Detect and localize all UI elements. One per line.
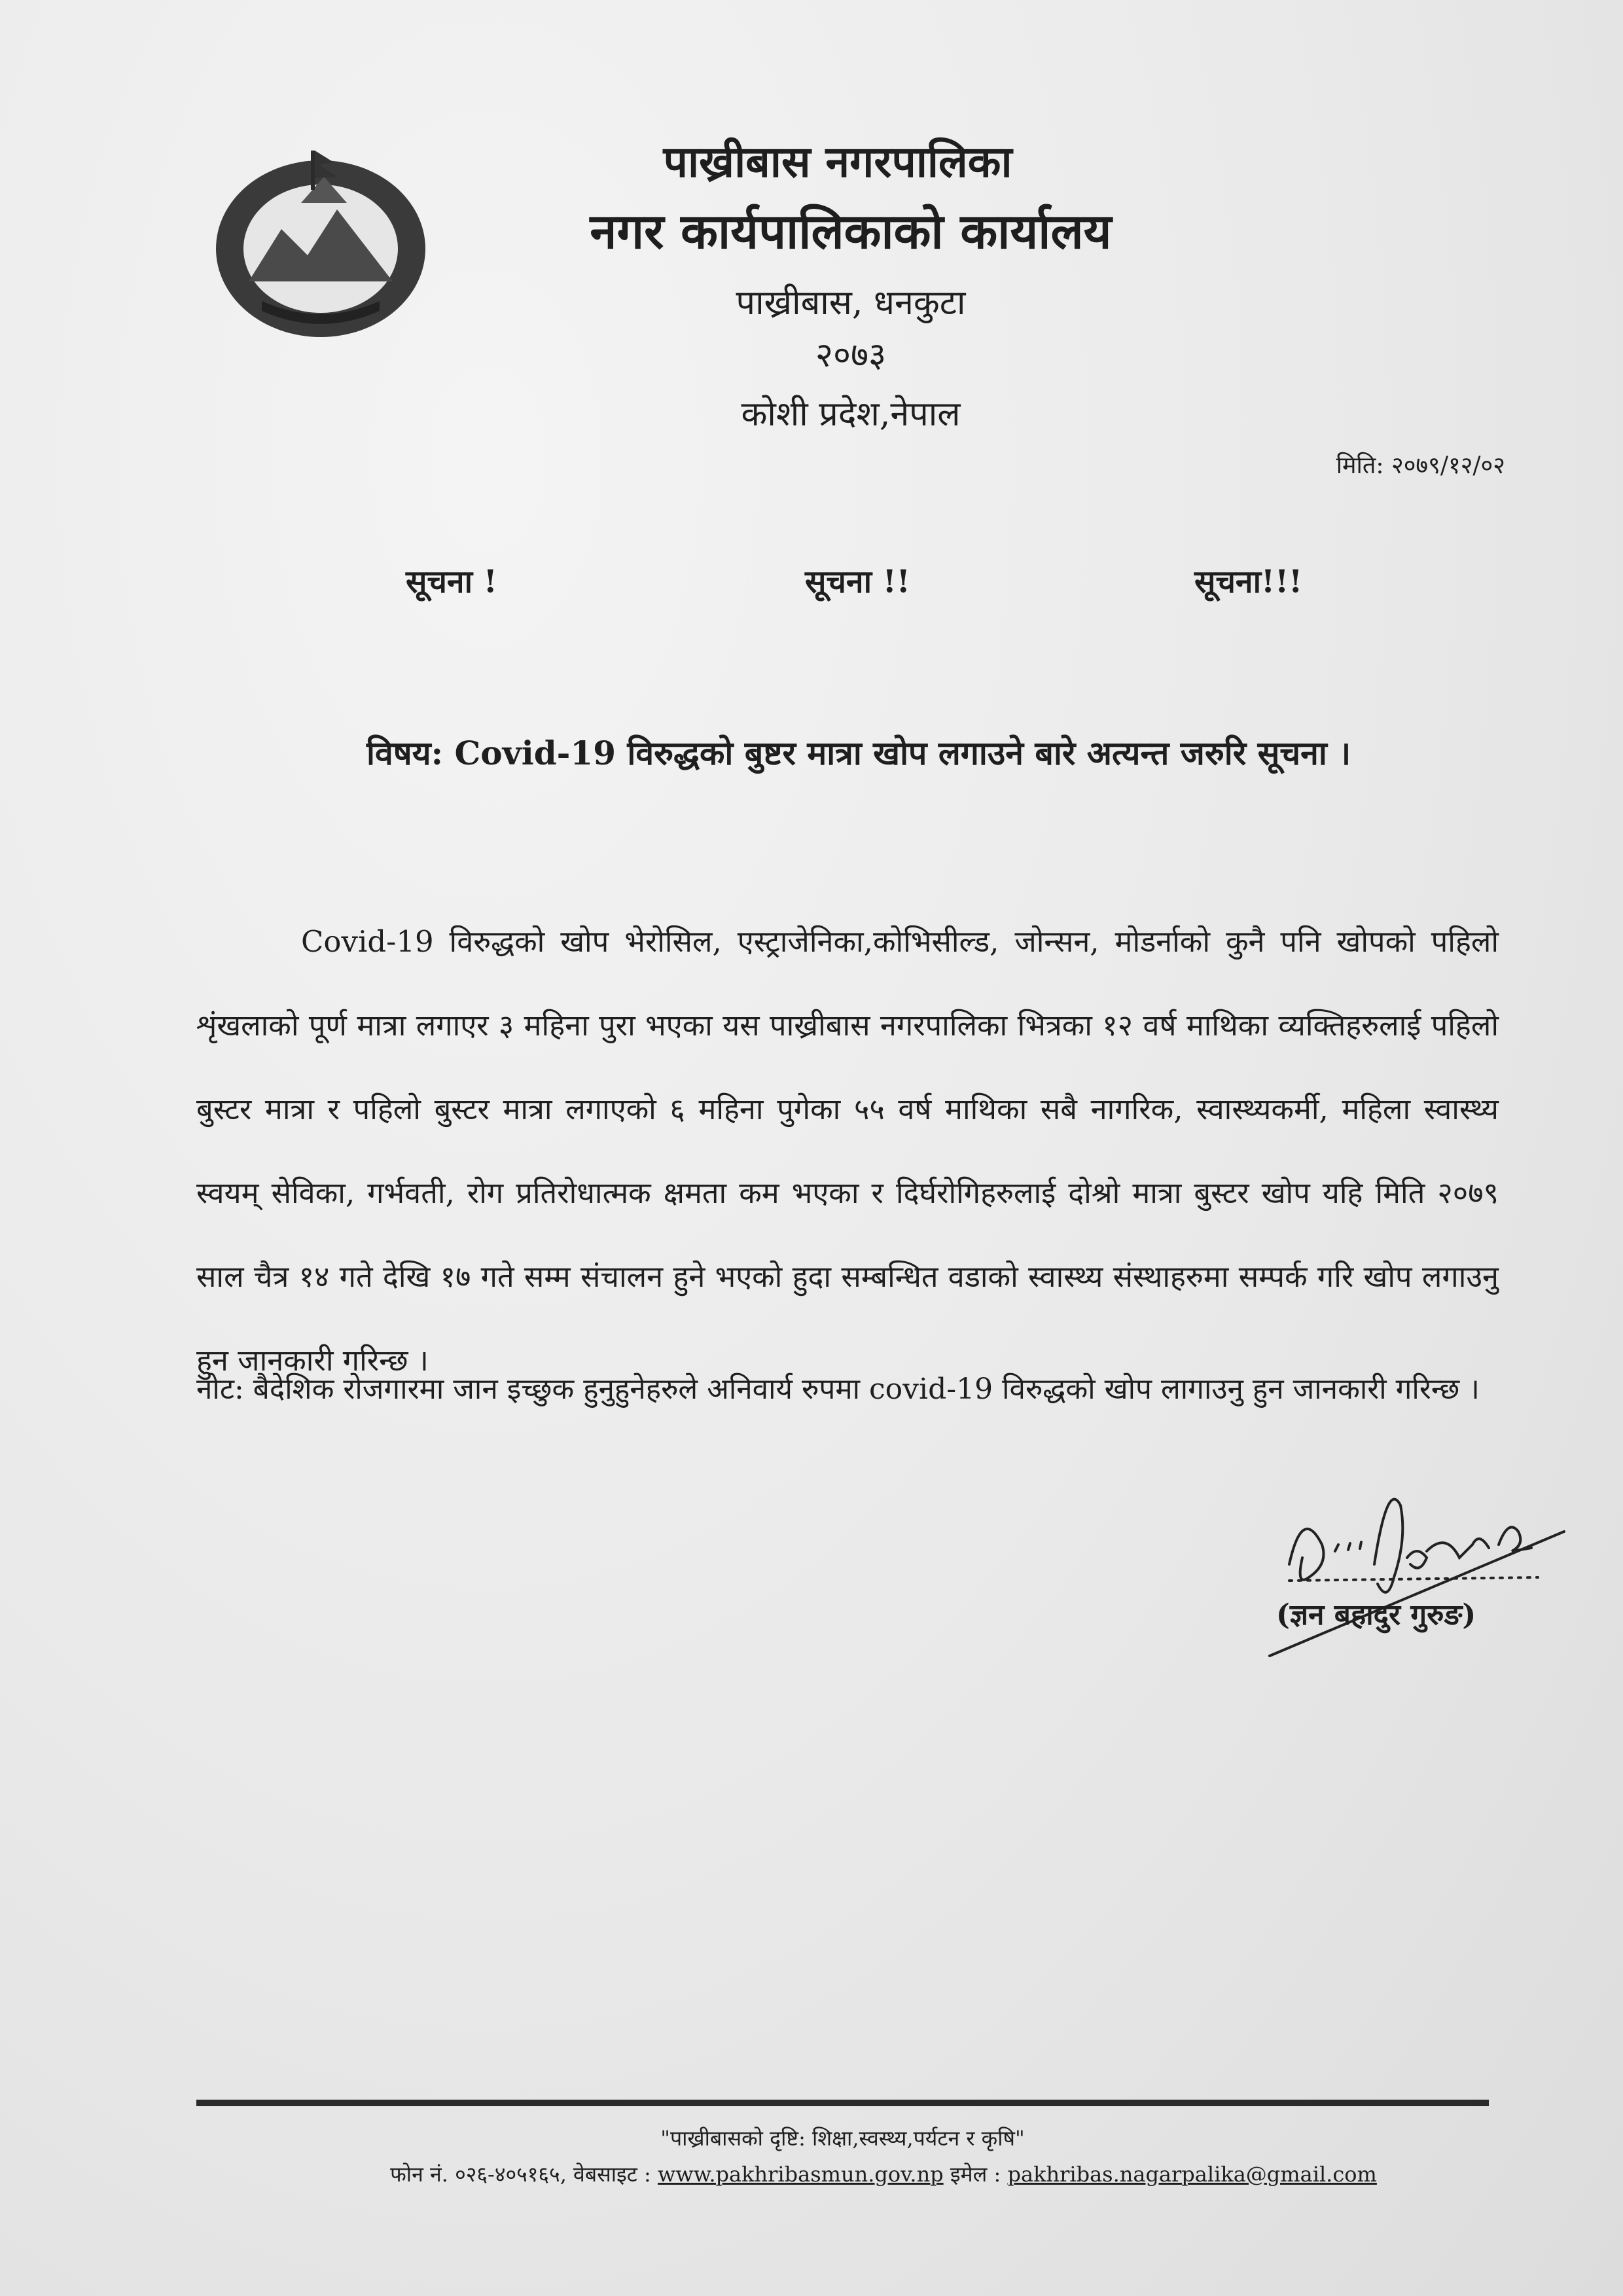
office-name: पाख्रीबास नगरपालिका	[663, 136, 1012, 187]
footer-motto: "पाख्रीबासको दृष्टि: शिक्षा,स्वस्थ्य,पर्यटन र कृषि"	[660, 2126, 1025, 2151]
signer-name: (ज्ञन बहादुर गुरुङ)	[1276, 1598, 1476, 1632]
note-text: नोट: बैदेशिक रोजगारमा जान इच्छुक हुनुहुनेहरुले अनिवार्य रुपमा covid-19 विरुद्धको खोप लागाउनु हुन जानकारी गरिन्छ ।	[196, 1372, 1480, 1406]
email-label: इमेल :	[943, 2162, 1008, 2187]
letter-date: मिति: २०७९/१२/०२	[1336, 452, 1505, 479]
notice-heading-2: सूचना !!	[805, 564, 910, 600]
handwritten-signature	[1263, 1466, 1571, 1676]
office-title: नगर कार्यपालिकाको कार्यालय	[590, 204, 1112, 260]
address-line-province: कोशी प्रदेश,नेपाल	[741, 395, 961, 434]
subject-line: विषय: Covid-19 विरुद्धको बुष्टर मात्रा खोप लगाउने बारे अत्यन्त जरुरि सूचना ।	[366, 734, 1351, 772]
website-link[interactable]: www.pakhribasmun.gov.np	[658, 2162, 944, 2187]
footer-divider	[196, 2100, 1489, 2106]
address-line-municipality: पाख्रीबास, धनकुटा	[736, 283, 966, 323]
email-link[interactable]: pakhribas.nagarpalika@gmail.com	[1007, 2162, 1377, 2187]
body-paragraph: Covid-19 विरुद्धको खोप भेरोसिल, एस्ट्राजेनिका,कोभिसील्ड, जोन्सन, मोडर्नाको कुनै पनि खोपको पहिलो शृंखलाको पूर्ण मात्रा लगाएर ३ महिना पुरा भएका यस पाख्रीबास नगरपालिका भित्रका १२ वर्ष माथिका व्यक्तिहरुलाई पहिलो बुस्टर मात्रा र पहिलो बुस्टर मात्रा लगाएको ६ महिना पुगेका ५५ वर्ष माथिका सबै नागरिक, स्वास्थ्यकर्मी, महिला स्वास्थ्य स्वयम् सेविका, गर्भवती, रोग प्रतिरोधात्मक क्षमता कम भएका र दिर्घरोगिहरुलाई दोश्रो मात्रा बुस्टर खोप यहि मिति २०७९ साल चैत्र १४ गते देखि १७ गते सम्म संचालन हुने भएको हुदा सम्बन्धित वडाको स्वास्थ्य संस्थाहरुमा सम्पर्क गरि खोप लगाउनु हुन जानकारी गरिन्छ ।	[196, 924, 1499, 1378]
footer-contact	[327, 2160, 1440, 2188]
government-emblem-icon	[203, 131, 438, 347]
notice-heading-1: सूचना !	[406, 564, 497, 600]
notice-heading-3: सूचना!!!	[1194, 564, 1303, 600]
phone-label: फोन नं. ०२६-४०५१६५, वेबसाइट :	[390, 2162, 658, 2187]
address-line-year: २०७३	[815, 336, 887, 375]
